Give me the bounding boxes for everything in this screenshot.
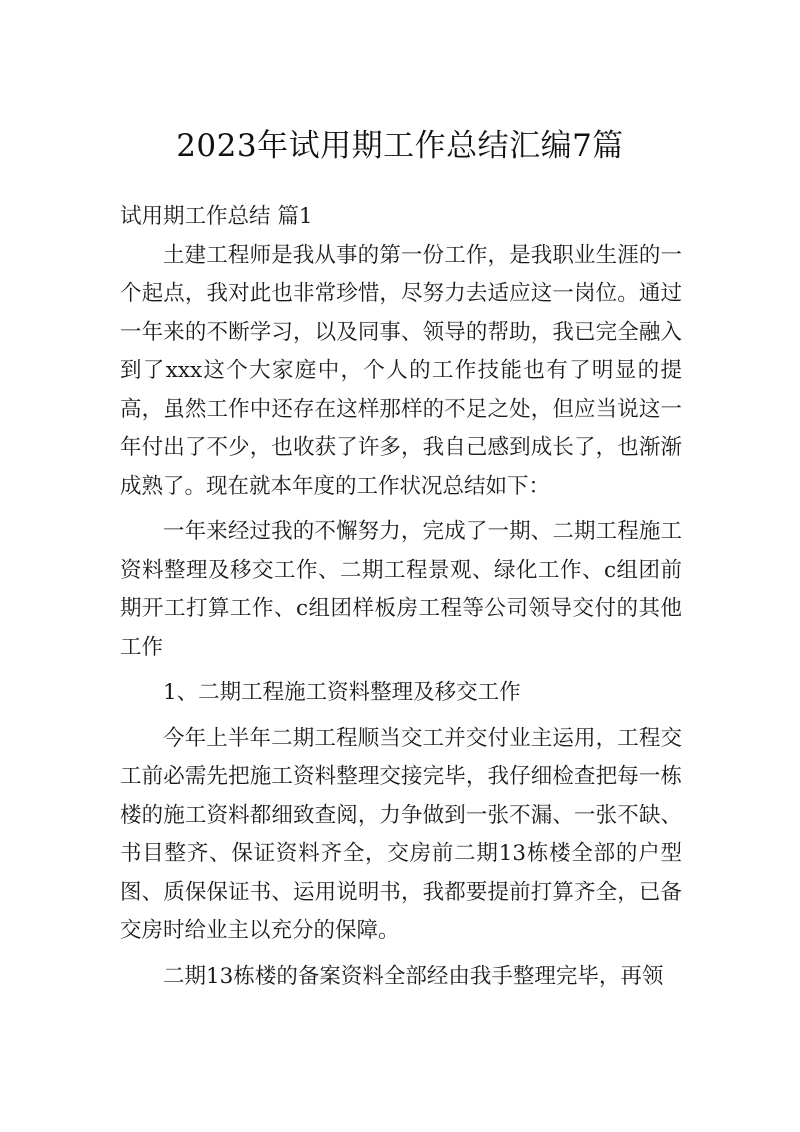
document-title: 2023年试用期工作总结汇编7篇	[176, 128, 624, 164]
subheading-1: 1、二期工程施工资料整理及移交工作	[163, 680, 521, 705]
paragraph-1: 土建工程师是我从事的第一份工作，是我职业生涯的一个起点，我对此也非常珍惜，尽努力去适应这一岗位。通过一年来的不断学习，以及同事、领导的帮助，我已完全融入到了xxx这个大家庭中，个人的工作技能也有了明显的提高，虽然工作中还存在这样那样的不足之处，但应当说这一年付出了不少，也收获了许多，我自己感到成长了，也渐渐成熟了。现在就本年度的工作状况总结如下：	[120, 242, 682, 499]
paragraph-2: 一年来经过我的不懈努力，完成了一期、二期工程施工资料整理及移交工作、二期工程景观、绿化工作、c组团前期开工打算工作、c组团样板房工程等公司领导交付的其他工作	[120, 519, 682, 660]
document-body	[120, 198, 682, 996]
section-heading: 试用期工作总结 篇1	[120, 204, 313, 229]
paragraph-3: 今年上半年二期工程顺当交工并交付业主运用，工程交工前必需先把施工资料整理交接完毕，我仔细检查把每一栋楼的施工资料都细致查阅，力争做到一张不漏、一张不缺、书目整齐、保证资料齐全，交房前二期13栋楼全部的户型图、质保保证书、运用说明书，我都要提前打算齐全，已备交房时给业主以充分的保障。	[120, 725, 682, 943]
paragraph-4: 二期13栋楼的备案资料全部经由我手整理完毕，再领	[163, 963, 664, 989]
